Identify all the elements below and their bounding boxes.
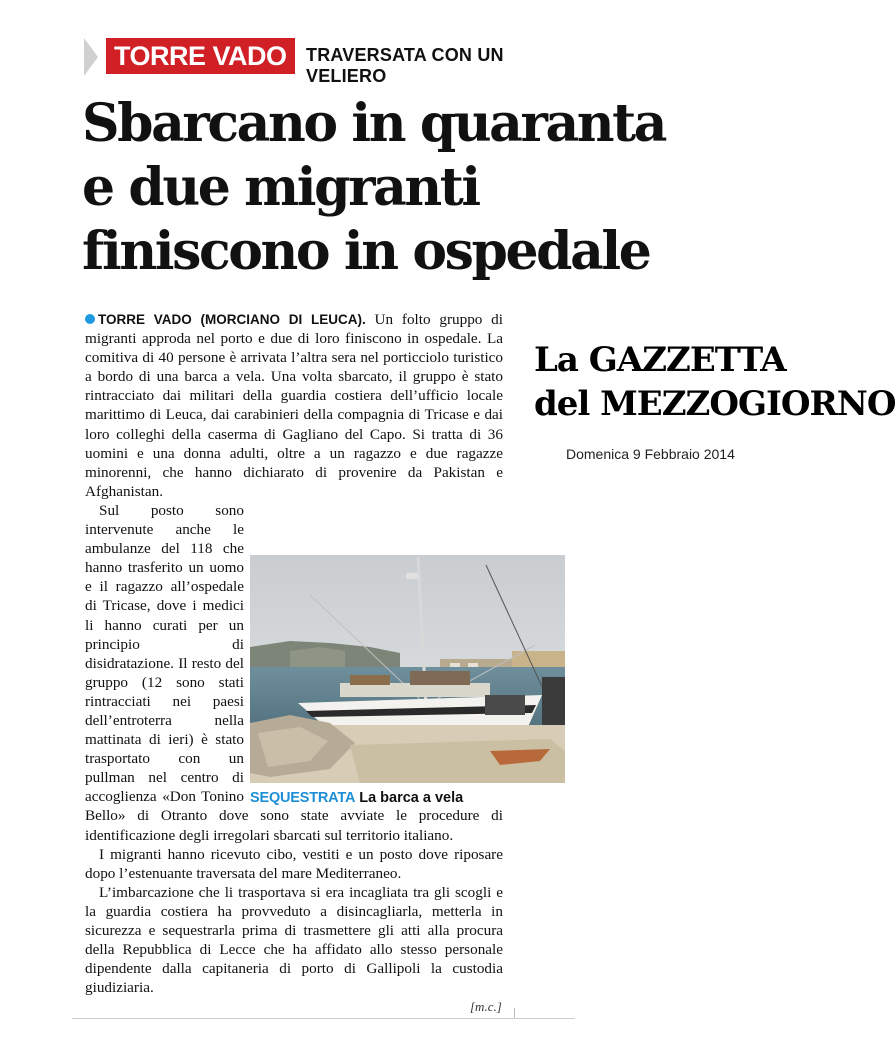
- caption-text: La barca a vela: [359, 790, 464, 806]
- chevron-right-icon: [84, 38, 98, 76]
- article-dateline: TORRE VADO (MORCIANO DI LEUCA).: [98, 312, 366, 327]
- paragraph-text: Un folto gruppo di migranti approda nel porto e due di loro finiscono in ospedale. La comitiva di 40 persone è arrivata l’altra sera nel porticciolo turistico a bordo di una barca a vela. Una volta sbarcato, il gruppo è stato rintracciato dai militari della guardia costiera dell’ufficio locale marittimo di Leuca, dai carabinieri della compagnia di Tricase e dai loro colleghi della caserma di Gagliano del Capo. Si tratta di 36 uomini e una donna adulti, oltre a un ragazzo e due ragazze minorenni, che hanno dichiarato di provenire da Pakistan e Afghanistan.: [85, 311, 503, 500]
- sailboat-illustration: [250, 555, 565, 783]
- headline-line: e due migranti: [82, 157, 479, 218]
- headline-line: finiscono in ospedale: [82, 221, 650, 282]
- headline-line: Sbarcano in quaranta: [82, 93, 666, 154]
- bottom-rule: [72, 1018, 575, 1019]
- kicker-subtitle: TRAVERSATA CON UN VELIERO: [306, 45, 504, 86]
- paragraph-1: [85, 310, 503, 501]
- bullet-dot-icon: [85, 314, 95, 324]
- paragraph-4: L’imbarcazione che li trasportava si era incagliata tra gli scogli e la guardia costiera ha provveduto a disincagliarla, metterla in sicurezza e sequestrarla prima di trasmettere gli atti alla procura della Repubblica di Lecce che ha affidato allo stesso personale dipendente dalla capitaneria di porto di Gallipoli la custodia giudiziaria.: [85, 883, 503, 997]
- masthead-line-1: La GAZZETTA: [534, 340, 786, 380]
- author-signature: [m.c.]: [470, 999, 502, 1014]
- newspaper-masthead: [534, 338, 895, 426]
- paragraph-text: Sul posto sono intervenute anche le ambulanze del 118 che hanno trasferito un uomo e il ragazzo all’ospedale di Tricase, dove i medici li hanno curati per un principio di disidratazione. Il resto del gruppo (12 sono stati rintracciati nei paesi dell’entroterra nella mattinata di ieri) è stato trasportato con un pullman nel centro di accoglienza «Don Tonino Bello» di Otranto dove sono state avviate le procedure di identificazione degli irregolari sbarcati sul territorio italiano.: [85, 501, 503, 844]
- photo-caption: [250, 790, 463, 806]
- masthead-line-2: del MEZZOGIORNO: [534, 384, 895, 424]
- paragraph-3: I migranti hanno ricevuto cibo, vestiti e un posto dove riposare dopo l’estenuante traversata del mare Mediterraneo.: [85, 845, 503, 882]
- location-tag: TORRE VADO: [106, 38, 295, 74]
- article-headline: [82, 92, 666, 284]
- publication-date: Domenica 9 Febbraio 2014: [566, 446, 735, 462]
- rule-tick: [514, 1008, 515, 1018]
- section-kicker: [84, 36, 564, 86]
- caption-keyword: SEQUESTRATA: [250, 790, 356, 806]
- sailboat-photo: [250, 555, 565, 783]
